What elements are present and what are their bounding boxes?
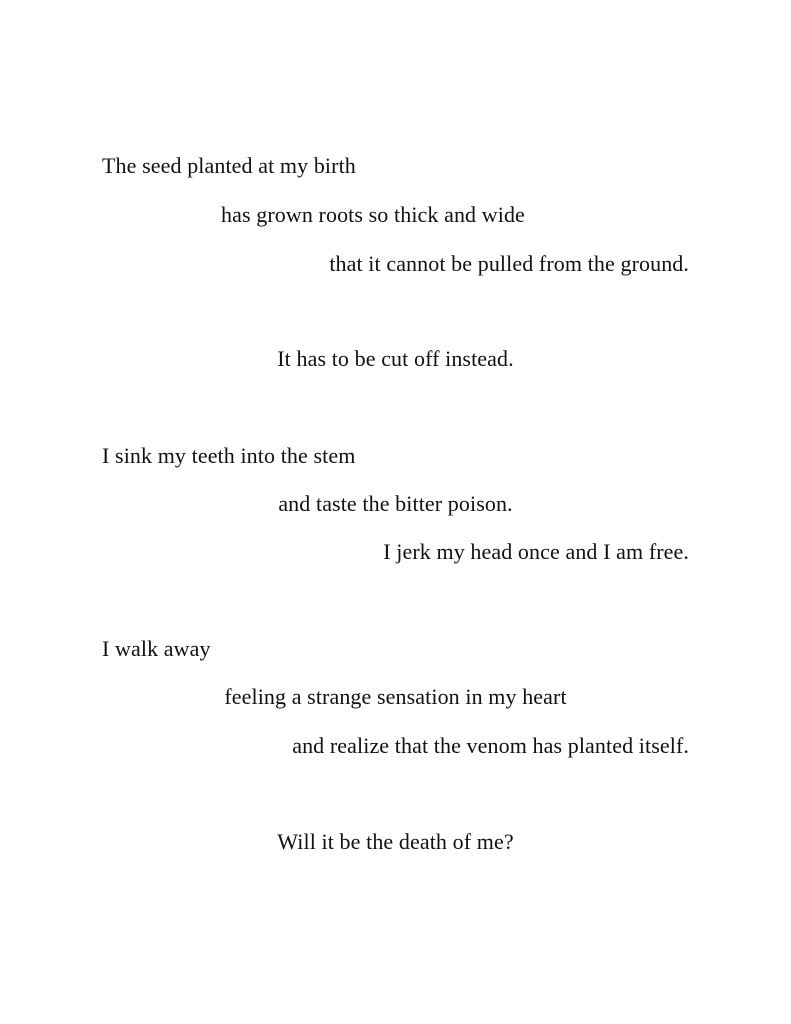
poem-line: The seed planted at my birth — [102, 153, 356, 178]
poem-line: feeling a strange sensation in my heart — [224, 684, 567, 709]
poem-line: I walk away — [102, 636, 211, 661]
poem-line: Will it be the death of me? — [277, 829, 514, 854]
poem-line: and realize that the venom has planted itself. — [292, 733, 689, 758]
poem-line: has grown roots so thick and wide — [221, 202, 525, 227]
poem-line: I jerk my head once and I am free. — [383, 539, 689, 564]
poem-line: It has to be cut off instead. — [277, 346, 514, 371]
poem-line: and taste the bitter poison. — [278, 491, 513, 516]
poem-line: I sink my teeth into the stem — [102, 443, 356, 468]
poem-line: that it cannot be pulled from the ground. — [329, 251, 689, 276]
